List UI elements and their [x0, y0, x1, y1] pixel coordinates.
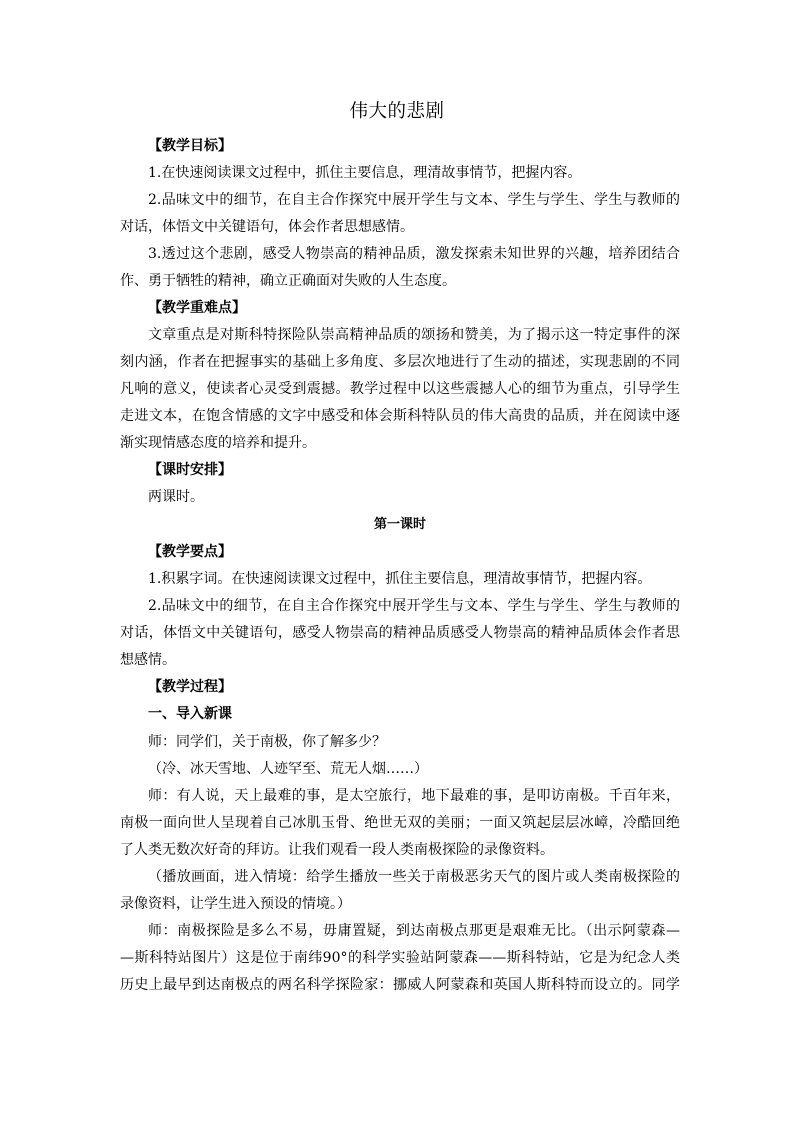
key-points-line-2: 刻内涵，作者在把握事实的基础上多角度、多层次地进行了生动的描述，实现悲剧的不同 — [120, 354, 680, 370]
essential-2-line-3: 想感情。 — [120, 652, 176, 668]
lesson-one-heading: 第一课时 — [373, 517, 426, 532]
process-line-10: 历史上最早到达南极点的两名科学探险家：挪威人阿蒙森和英国人斯科特而设立的。同学 — [120, 977, 680, 993]
heading-teaching-goals: 【教学目标】 — [148, 138, 232, 154]
process-line-9: —斯科特站图片）这是位于南纬90°的科学实验站阿蒙森——斯科特站，它是为纪念人类 — [120, 950, 680, 966]
goal-3-line-1: 3.透过这个悲剧，感受人物崇高的精神品质，激发探索未知世界的兴趣，培养团结合 — [148, 246, 680, 262]
heading-essentials: 【教学要点】 — [148, 544, 232, 560]
goal-2-line-1: 2.品味文中的细节，在自主合作探究中展开学生与文本、学生与学生、学生与教师的 — [148, 192, 680, 208]
process-line-4: 南极一面向世人呈现着自己冰肌玉骨、绝世无双的美丽；一面又筑起层层冰嶂，冷酷回绝 — [120, 815, 680, 831]
goal-3-line-2: 作、勇于牺牲的精神，确立正确面对失败的人生态度。 — [120, 273, 456, 289]
essential-1: 1.积累字词。在快速阅读课文过程中，抓住主要信息，理清故事情节，把握内容。 — [148, 571, 652, 587]
goal-1: 1.在快速阅读课文过程中，抓住主要信息，理清故事情节，把握内容。 — [148, 165, 582, 181]
essential-2-line-1: 2.品味文中的细节，在自主合作探究中展开学生与文本、学生与学生、学生与教师的 — [148, 598, 680, 614]
key-points-line-5: 渐实现情感态度的培养和提升。 — [120, 435, 316, 451]
heading-intro: 一、导入新课 — [148, 706, 232, 722]
key-points-line-1: 文章重点是对斯科特探险队崇高精神品质的颂扬和赞美，为了揭示这一特定事件的深 — [148, 327, 680, 343]
schedule-text: 两课时。 — [148, 489, 204, 505]
heading-key-points: 【教学重难点】 — [148, 300, 246, 316]
page-title: 伟大的悲剧 — [349, 101, 445, 122]
process-line-8: 师：南极探险是多么不易，毋庸置疑，到达南极点那更是艰难无比。（出示阿蒙森— — [148, 923, 680, 939]
heading-process: 【教学过程】 — [148, 679, 232, 695]
process-line-3: 师：有人说，天上最难的事，是太空旅行，地下最难的事，是叩访南极。千百年来， — [148, 788, 680, 804]
key-points-line-4: 走进文本，在饱含情感的文字中感受和体会斯科特队员的伟大高贵的品质，并在阅读中逐 — [120, 408, 680, 424]
key-points-line-3: 凡响的意义，使读者心灵受到震撼。教学过程中以这些震撼人心的细节为重点，引导学生 — [120, 381, 680, 397]
process-line-7: 录像资料，让学生进入预设的情境。） — [120, 896, 351, 912]
process-line-1: 师：同学们，关于南极，你了解多少？ — [148, 734, 386, 750]
process-line-2: （冷、冰天雪地、人迹罕至、荒无人烟……） — [148, 761, 428, 777]
goal-2-line-2: 对话，体悟文中关键语句，体会作者思想感情。 — [120, 219, 414, 235]
process-line-5: 了人类无数次好奇的拜访。让我们观看一段人类南极探险的录像资料。 — [120, 842, 554, 858]
heading-schedule: 【课时安排】 — [148, 462, 232, 478]
process-line-6: （播放画面，进入情境：给学生播放一些关于南极恶劣天气的图片或人类南极探险的 — [148, 869, 680, 885]
essential-2-line-2: 对话，体悟文中关键语句，感受人物崇高的精神品质感受人物崇高的精神品质体会作者思 — [120, 625, 680, 641]
